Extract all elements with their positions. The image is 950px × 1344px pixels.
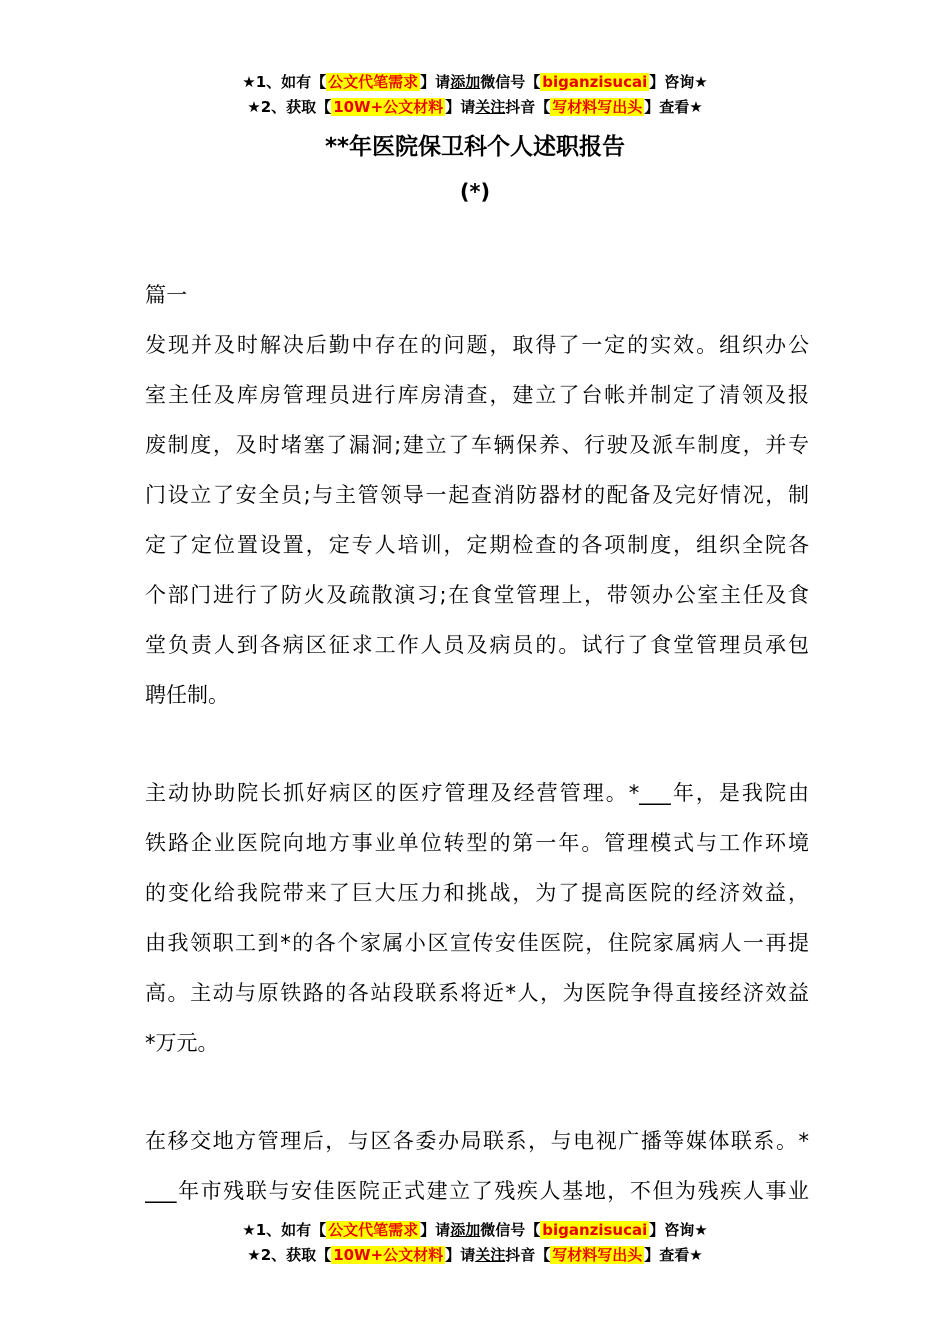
paragraph-3 (145, 1116, 809, 1216)
paragraph-line: 主动协助院长抓好病区的医疗管理及经营管理。*___年，是我院由 (145, 781, 809, 805)
paragraph-line: 定了定位置设置，定专人培训，定期检查的各项制度，组织全院各 (145, 533, 809, 557)
banner-text: 】请 (420, 73, 451, 91)
banner-line-2 (0, 1243, 950, 1268)
paragraph-2 (145, 768, 809, 1068)
paragraph-line: 高。主动与原铁路的各站段联系将近*人，为医院争得直接经济效益 (145, 981, 809, 1005)
footer-banner (0, 1218, 950, 1268)
banner-text: ★2、获取【 (247, 98, 332, 116)
banner-text: 】请 (420, 1221, 451, 1239)
paragraph-line: 铁路企业医院向地方事业单位转型的第一年。管理模式与工作环境 (145, 831, 809, 855)
banner-text: 】查看★ (644, 1246, 703, 1264)
paragraph-line: 的变化给我院带来了巨大压力和挑战，为了提高医院的经济效益， (145, 881, 809, 905)
banner-text: 抖音【 (505, 98, 551, 116)
banner-text: 微信号【 (480, 1221, 541, 1239)
banner-underline: 关注 (475, 1246, 506, 1264)
banner-text: 微信号【 (480, 73, 541, 91)
banner-highlight: 公文代笔需求 (328, 1221, 419, 1239)
document-title: **年医院保卫科个人述职报告 (324, 134, 626, 160)
paragraph-line: ___年市残联与安佳医院正式建立了残疾人基地，不但为残疾人事业 (145, 1179, 809, 1203)
paragraph-line: 由我领职工到*的各个家属小区宣传安佳医院，住院家属病人一再提 (145, 931, 809, 955)
banner-highlight: 10W+公文材料 (333, 1246, 444, 1264)
paragraph-line: *万元。 (145, 1031, 219, 1055)
banner-text: 】咨询★ (649, 1221, 708, 1239)
banner-highlight: 公文代笔需求 (328, 73, 419, 91)
banner-highlight: biganzisucai (542, 73, 648, 91)
paragraph-line: 发现并及时解决后勤中存在的问题，取得了一定的实效。组织办公 (145, 333, 809, 357)
banner-highlight: biganzisucai (542, 1221, 648, 1239)
banner-text: 】请 (445, 98, 476, 116)
paragraph-line: 门设立了安全员;与主管领导一起查消防器材的配备及完好情况，制 (145, 483, 809, 507)
banner-text: ★1、如有【 (242, 1221, 327, 1239)
paragraph-line: 个部门进行了防火及疏散演习;在食堂管理上，带领办公室主任及食 (145, 583, 809, 607)
paragraph-line: 在移交地方管理后，与区各委办局联系，与电视广播等媒体联系。* (145, 1129, 809, 1153)
paragraph-1 (145, 320, 809, 720)
header-banner (0, 70, 950, 120)
banner-line-1 (0, 1218, 950, 1243)
banner-line-1 (0, 70, 950, 95)
banner-highlight: 写材料写出头 (552, 1246, 643, 1264)
paragraph-line: 聘任制。 (145, 683, 229, 707)
banner-underline: 关注 (475, 98, 506, 116)
banner-underline: 添加 (450, 1221, 481, 1239)
banner-text: ★2、获取【 (247, 1246, 332, 1264)
banner-line-2 (0, 95, 950, 120)
banner-text: 】咨询★ (649, 73, 708, 91)
banner-highlight: 10W+公文材料 (333, 98, 444, 116)
banner-text: 抖音【 (505, 1246, 551, 1264)
paragraph-line: 堂负责人到各病区征求工作人员及病员的。试行了食堂管理员承包 (145, 633, 809, 657)
banner-highlight: 写材料写出头 (552, 98, 643, 116)
banner-text: ★1、如有【 (242, 73, 327, 91)
paragraph-line: 室主任及库房管理员进行库房清查，建立了台帐并制定了清领及报 (145, 383, 809, 407)
banner-text: 】请 (445, 1246, 476, 1264)
section-label: 篇一 (145, 283, 188, 307)
paragraph-line: 废制度，及时堵塞了漏洞;建立了车辆保养、行驶及派车制度，并专 (145, 433, 809, 457)
banner-text: 】查看★ (644, 98, 703, 116)
document-subtitle: (*) (459, 180, 491, 204)
banner-underline: 添加 (450, 73, 481, 91)
